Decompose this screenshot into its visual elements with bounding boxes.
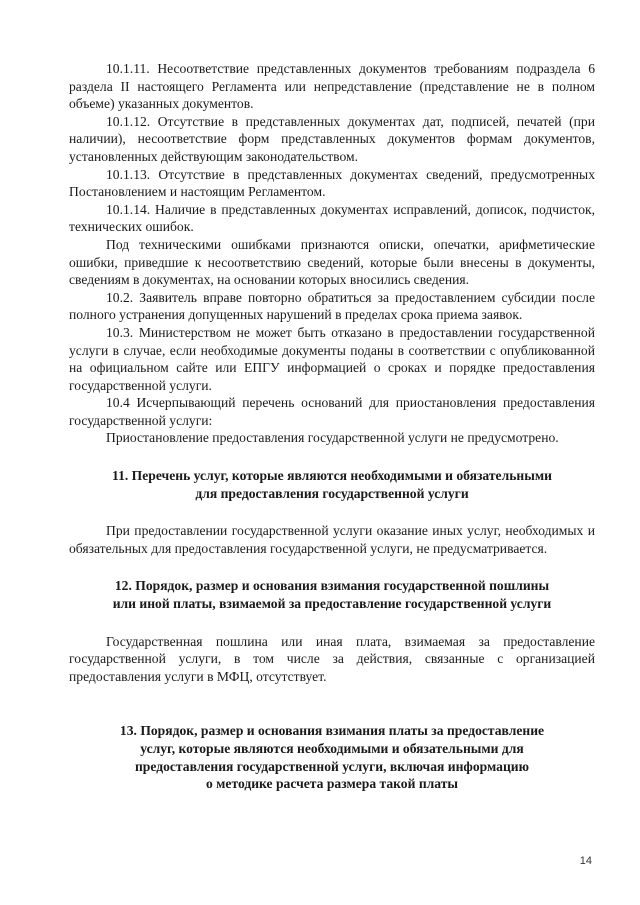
paragraph-10-2: 10.2. Заявитель вправе повторно обратиться за предоставлением субсидии после полного устранения допущенных нарушений в пределах срока приема заявок. — [69, 289, 595, 323]
section-12-heading-line-1: 12. Порядок, размер и основания взимания государственной пошлины — [114, 578, 550, 594]
paragraph-suspension: Приостановление предоставления государственной услуги не предусмотрено. — [106, 430, 559, 446]
paragraph-10-1-13: 10.1.13. Отсутствие в представленных документах сведений, предусмотренных Постановлением и настоящим Регламентом. — [69, 166, 595, 200]
section-12-text: Государственная пошлина или иная плата, взимаемая за предоставление государственной услуги, в том числе за действия, связанные с организацией предоставления услуги в МФЦ, отсутствует. — [69, 633, 595, 684]
section-13-heading-line-2: услуг, которые являются необходимыми и обязательными для — [140, 741, 524, 756]
spacer — [69, 705, 595, 722]
paragraph-10-1-12: 10.1.12. Отсутствие в представленных документах дат, подписей, печатей (при наличии), несоответствие форм представленных документов формам документов, установленных действующим законодательством. — [69, 113, 595, 164]
paragraph-technical-errors: Под техническими ошибками признаются описки, опечатки, арифметические ошибки, приведшие к несоответствию сведений, которые были внесены в документы, сведениям в документах, на основании которых вносились сведения. — [69, 236, 595, 288]
page-number: 14 — [579, 855, 592, 867]
paragraph-10-3: 10.3. Министерством не может быть отказано в предоставлении государственной услуги в случае, если необходимые документы поданы в соответствии с опубликованной на официальном сайте или ЕПГУ информацией о сроках и порядке предоставления государственной услуги. — [69, 324, 595, 393]
paragraph-10-4: 10.4 Исчерпывающий перечень оснований для приостановления предоставления государственной услуги: — [69, 395, 595, 428]
section-13-heading-line-1: 13. Порядок, размер и основания взимания платы за предоставление — [119, 723, 545, 739]
spacer — [69, 502, 595, 522]
section-11-text: При предоставлении государственной услуги оказание иных услуг, необходимых и обязательных для предоставления государственной услуги, не предусматривается. — [69, 523, 595, 556]
spacer — [69, 613, 595, 633]
section-11-heading — [69, 467, 595, 502]
section-13-heading-line-3: предоставления государственной услуги, включая информацию — [134, 758, 530, 774]
section-12-heading-line-2: или иной платы, взимаемой за предоставление государственной услуги — [112, 596, 552, 612]
spacer — [69, 447, 595, 467]
spacer — [69, 685, 595, 705]
spacer — [69, 557, 595, 577]
section-13-heading — [69, 722, 595, 792]
paragraph-10-1-11: 10.1.11. Несоответствие представленных документов требованиям подраздела 6 раздела II настоящего Регламента или непредставление (представление не в полном объеме) указанных документов. — [69, 61, 595, 112]
section-11-heading-line-2: для предоставления государственной услуги — [195, 485, 469, 501]
paragraph-10-1-14: 10.1.14. Наличие в представленных документах исправлений, дописок, подчисток, технических ошибок. — [69, 201, 595, 235]
section-13-heading-line-4: о методике расчета размера такой платы — [205, 776, 459, 792]
section-11-heading-line-1: 11. Перечень услуг, которые являются необходимыми и обязательными — [112, 468, 552, 484]
document-body — [69, 60, 595, 793]
section-12-heading — [69, 577, 595, 612]
